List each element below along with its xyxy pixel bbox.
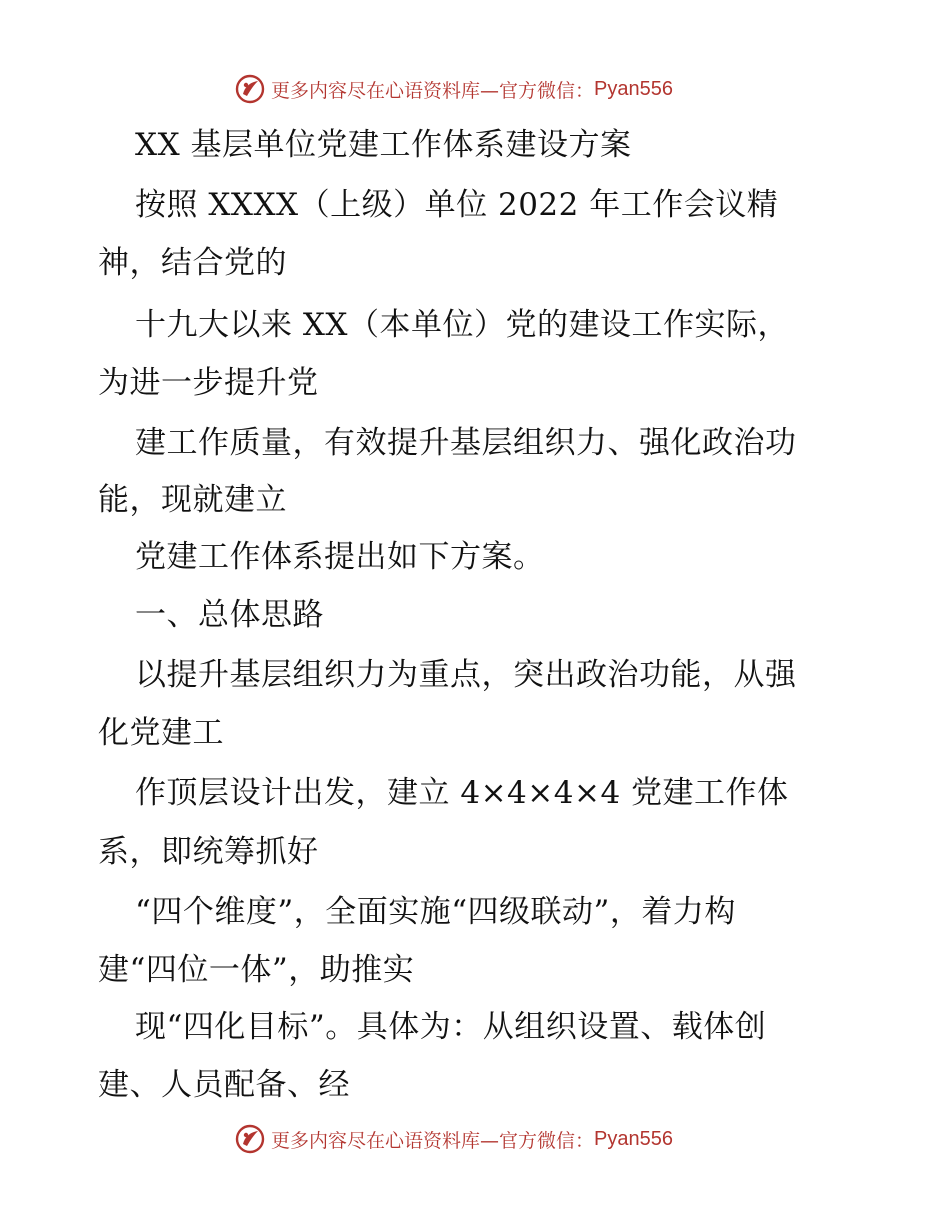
text-line: 按照 XXXX（上级）单位 2022 年工作会议精 xyxy=(135,187,779,223)
text-line: 神，结合党的 xyxy=(98,245,287,281)
logo-icon xyxy=(235,74,265,104)
text-line: 作顶层设计出发，建立 4×4×4×4 党建工作体 xyxy=(135,775,789,811)
text-line: 党建工作体系提出如下方案。 xyxy=(135,539,545,575)
watermark-text: 更多内容尽在心语资料库—官方微信： xyxy=(271,79,595,102)
text-line: 能，现就建立 xyxy=(98,482,287,518)
document-title: XX 基层单位党建工作体系建设方案 xyxy=(135,127,632,163)
text-line: 建工作质量，有效提升基层组织力、强化政治功 xyxy=(135,425,797,461)
text-line: “四个维度”，全面实施“四级联动”，着力构 xyxy=(135,894,736,930)
text-line: 十九大以来 XX（本单位）党的建设工作实际， xyxy=(135,307,789,343)
text-line: 建“四位一体”，助推实 xyxy=(98,952,415,988)
watermark-code: Pyan556 xyxy=(594,77,673,100)
section-heading: 一、总体思路 xyxy=(135,597,324,633)
watermark-code: Pyan556 xyxy=(594,1127,673,1150)
text-line: 系，即统筹抓好 xyxy=(98,834,319,870)
text-line: 化党建工 xyxy=(98,715,224,751)
text-line: 现“四化目标”。具体为：从组织设置、载体创 xyxy=(135,1009,767,1045)
logo-icon xyxy=(235,1124,265,1154)
text-line: 以提升基层组织力为重点，突出政治功能，从强 xyxy=(135,657,797,693)
watermark-header xyxy=(235,72,673,106)
watermark-footer xyxy=(235,1122,673,1156)
text-line: 为进一步提升党 xyxy=(98,365,319,401)
watermark-text: 更多内容尽在心语资料库—官方微信： xyxy=(271,1129,595,1152)
text-line: 建、人员配备、经 xyxy=(98,1067,350,1103)
